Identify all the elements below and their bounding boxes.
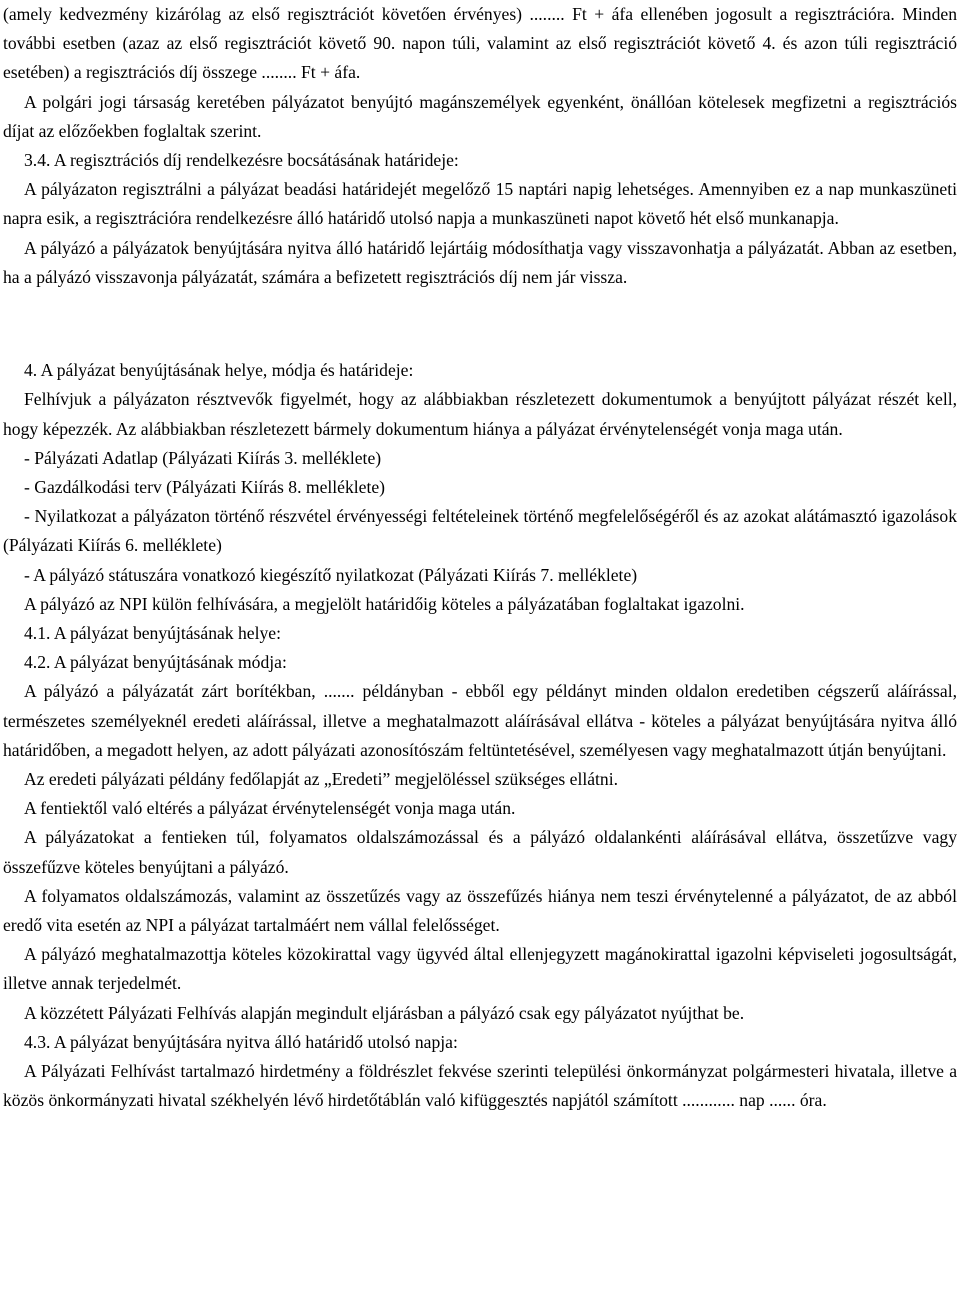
paragraph-p20: A pályázó meghatalmazottja köteles közokirattal vagy ügyvéd által ellenjegyzett magánokirattal igazolni képviseleti jogosultságát, illetve annak terjedelmét. <box>3 944 957 994</box>
paragraph-gap <box>3 310 957 339</box>
paragraph-p3: 3.4. A regisztrációs díj rendelkezésre bocsátásának határideje: <box>24 150 459 171</box>
paragraph-p7: Felhívjuk a pályázaton résztvevők figyelmét, hogy az alábbiakban részletezett dokumentumok a benyújtott pályázat részét kell, hogy képezzék. Az alábbiakban részletezett bármely dokumentum hiánya a pályázat érvénytelenségét vonja maga után. <box>3 389 957 439</box>
paragraph-p21: A közzétett Pályázati Felhívás alapján megindult eljárásban a pályázó csak egy pályázatot nyújthat be. <box>24 1002 745 1023</box>
paragraph-p23: A Pályázati Felhívást tartalmazó hirdetmény a földrészlet fekvése szerinti települési önkormányzat polgármesteri hivatala, illetve a közös önkormányzati hivatal székhelyén lévő hirdetőtáblán való kifüggesztés napjától számított ............ nap ...... óra. <box>3 1061 957 1111</box>
paragraph-p10: - Nyilatkozat a pályázaton történő részvétel érvényességi feltételeinek történő megfelelőségéről és az azokat alátámasztó igazolások (Pályázati Kiírás 6. melléklete) <box>3 506 957 556</box>
paragraph-p5: A pályázó a pályázatok benyújtására nyitva álló határidő lejártáig módosíthatja vagy visszavonhatja a pályázatát. Abban az esetben, ha a pályázó visszavonja pályázatát, számára a befizetett regisztrációs díj nem jár vissza. <box>3 237 957 287</box>
paragraph-p14: 4.2. A pályázat benyújtásának módja: <box>24 652 287 673</box>
paragraph-p18: A pályázatokat a fentieken túl, folyamatos oldalszámozással és a pályázó oldalankénti aláírásával ellátva, összetűzve vagy összefűzve köteles benyújtani a pályázó. <box>3 827 957 877</box>
paragraph-p1: (amely kedvezmény kizárólag az első regisztrációt követően érvényes) ........ Ft + áfa ellenében jogosult a regisztrációra. Minden további esetben (azaz az első regisztrációt követő 90. napon túli, valamint az első regisztrációt követő 4. és azon túli regisztráció esetében) a regisztrációs díj összege ........ Ft + áfa. <box>3 4 957 83</box>
paragraph-p12: A pályázó az NPI külön felhívására, a megjelölt határidőig köteles a pályázatában foglaltakat igazolni. <box>24 593 745 614</box>
paragraph-p6: 4. A pályázat benyújtásának helye, módja és határideje: <box>24 360 414 381</box>
paragraph-p9: - Gazdálkodási terv (Pályázati Kiírás 8. melléklete) <box>24 477 386 498</box>
paragraph-p2: A polgári jogi társaság keretében pályázatot benyújtó magánszemélyek egyenként, önállóan kötelesek megfizetni a regisztrációs díjat az előzőekben foglaltak szerint. <box>3 91 957 141</box>
paragraph-p8: - Pályázati Adatlap (Pályázati Kiírás 3. melléklete) <box>24 447 382 468</box>
paragraph-p15: A pályázó a pályázatát zárt borítékban, ....... példányban - ebből egy példányt minden oldalon eredetiben cégszerű aláírással, természetes személyeknél eredeti aláírással, illetve a meghatalmazott aláírásával ellátva - köteles a pályázat benyújtására nyitva álló határidőben, a megadott helyen, az adott pályázati azonosítószám feltüntetésével, személyesen vagy meghatalmazott útján benyújtani. <box>3 681 957 760</box>
paragraph-p22: 4.3. A pályázat benyújtására nyitva álló határidő utolsó napja: <box>24 1031 458 1052</box>
paragraph-p17: A fentiektől való eltérés a pályázat érvénytelenségét vonja maga után. <box>24 798 516 819</box>
paragraph-p4: A pályázaton regisztrálni a pályázat beadási határidejét megelőző 15 naptári napig lehetséges. Amennyiben ez a nap munkaszüneti napra esik, a regisztrációra rendelkezésre álló határidő utolsó napja a munkaszüneti napot követő hét első munkanapja. <box>3 179 957 229</box>
paragraph-p13: 4.1. A pályázat benyújtásának helye: <box>24 623 281 644</box>
paragraph-p16: Az eredeti pályázati példány fedőlapját az „Eredeti” megjelöléssel szükséges ellátni. <box>24 769 619 790</box>
paragraph-p11: - A pályázó státuszára vonatkozó kiegészítő nyilatkozat (Pályázati Kiírás 7. melléklete) <box>24 564 638 585</box>
paragraph-p19: A folyamatos oldalszámozás, valamint az összetűzés vagy az összefűzés hiánya nem teszi érvénytelenné a pályázatot, de az abból eredő vita esetén az NPI a pályázat tartalmáért nem vállal felelősséget. <box>3 885 957 936</box>
